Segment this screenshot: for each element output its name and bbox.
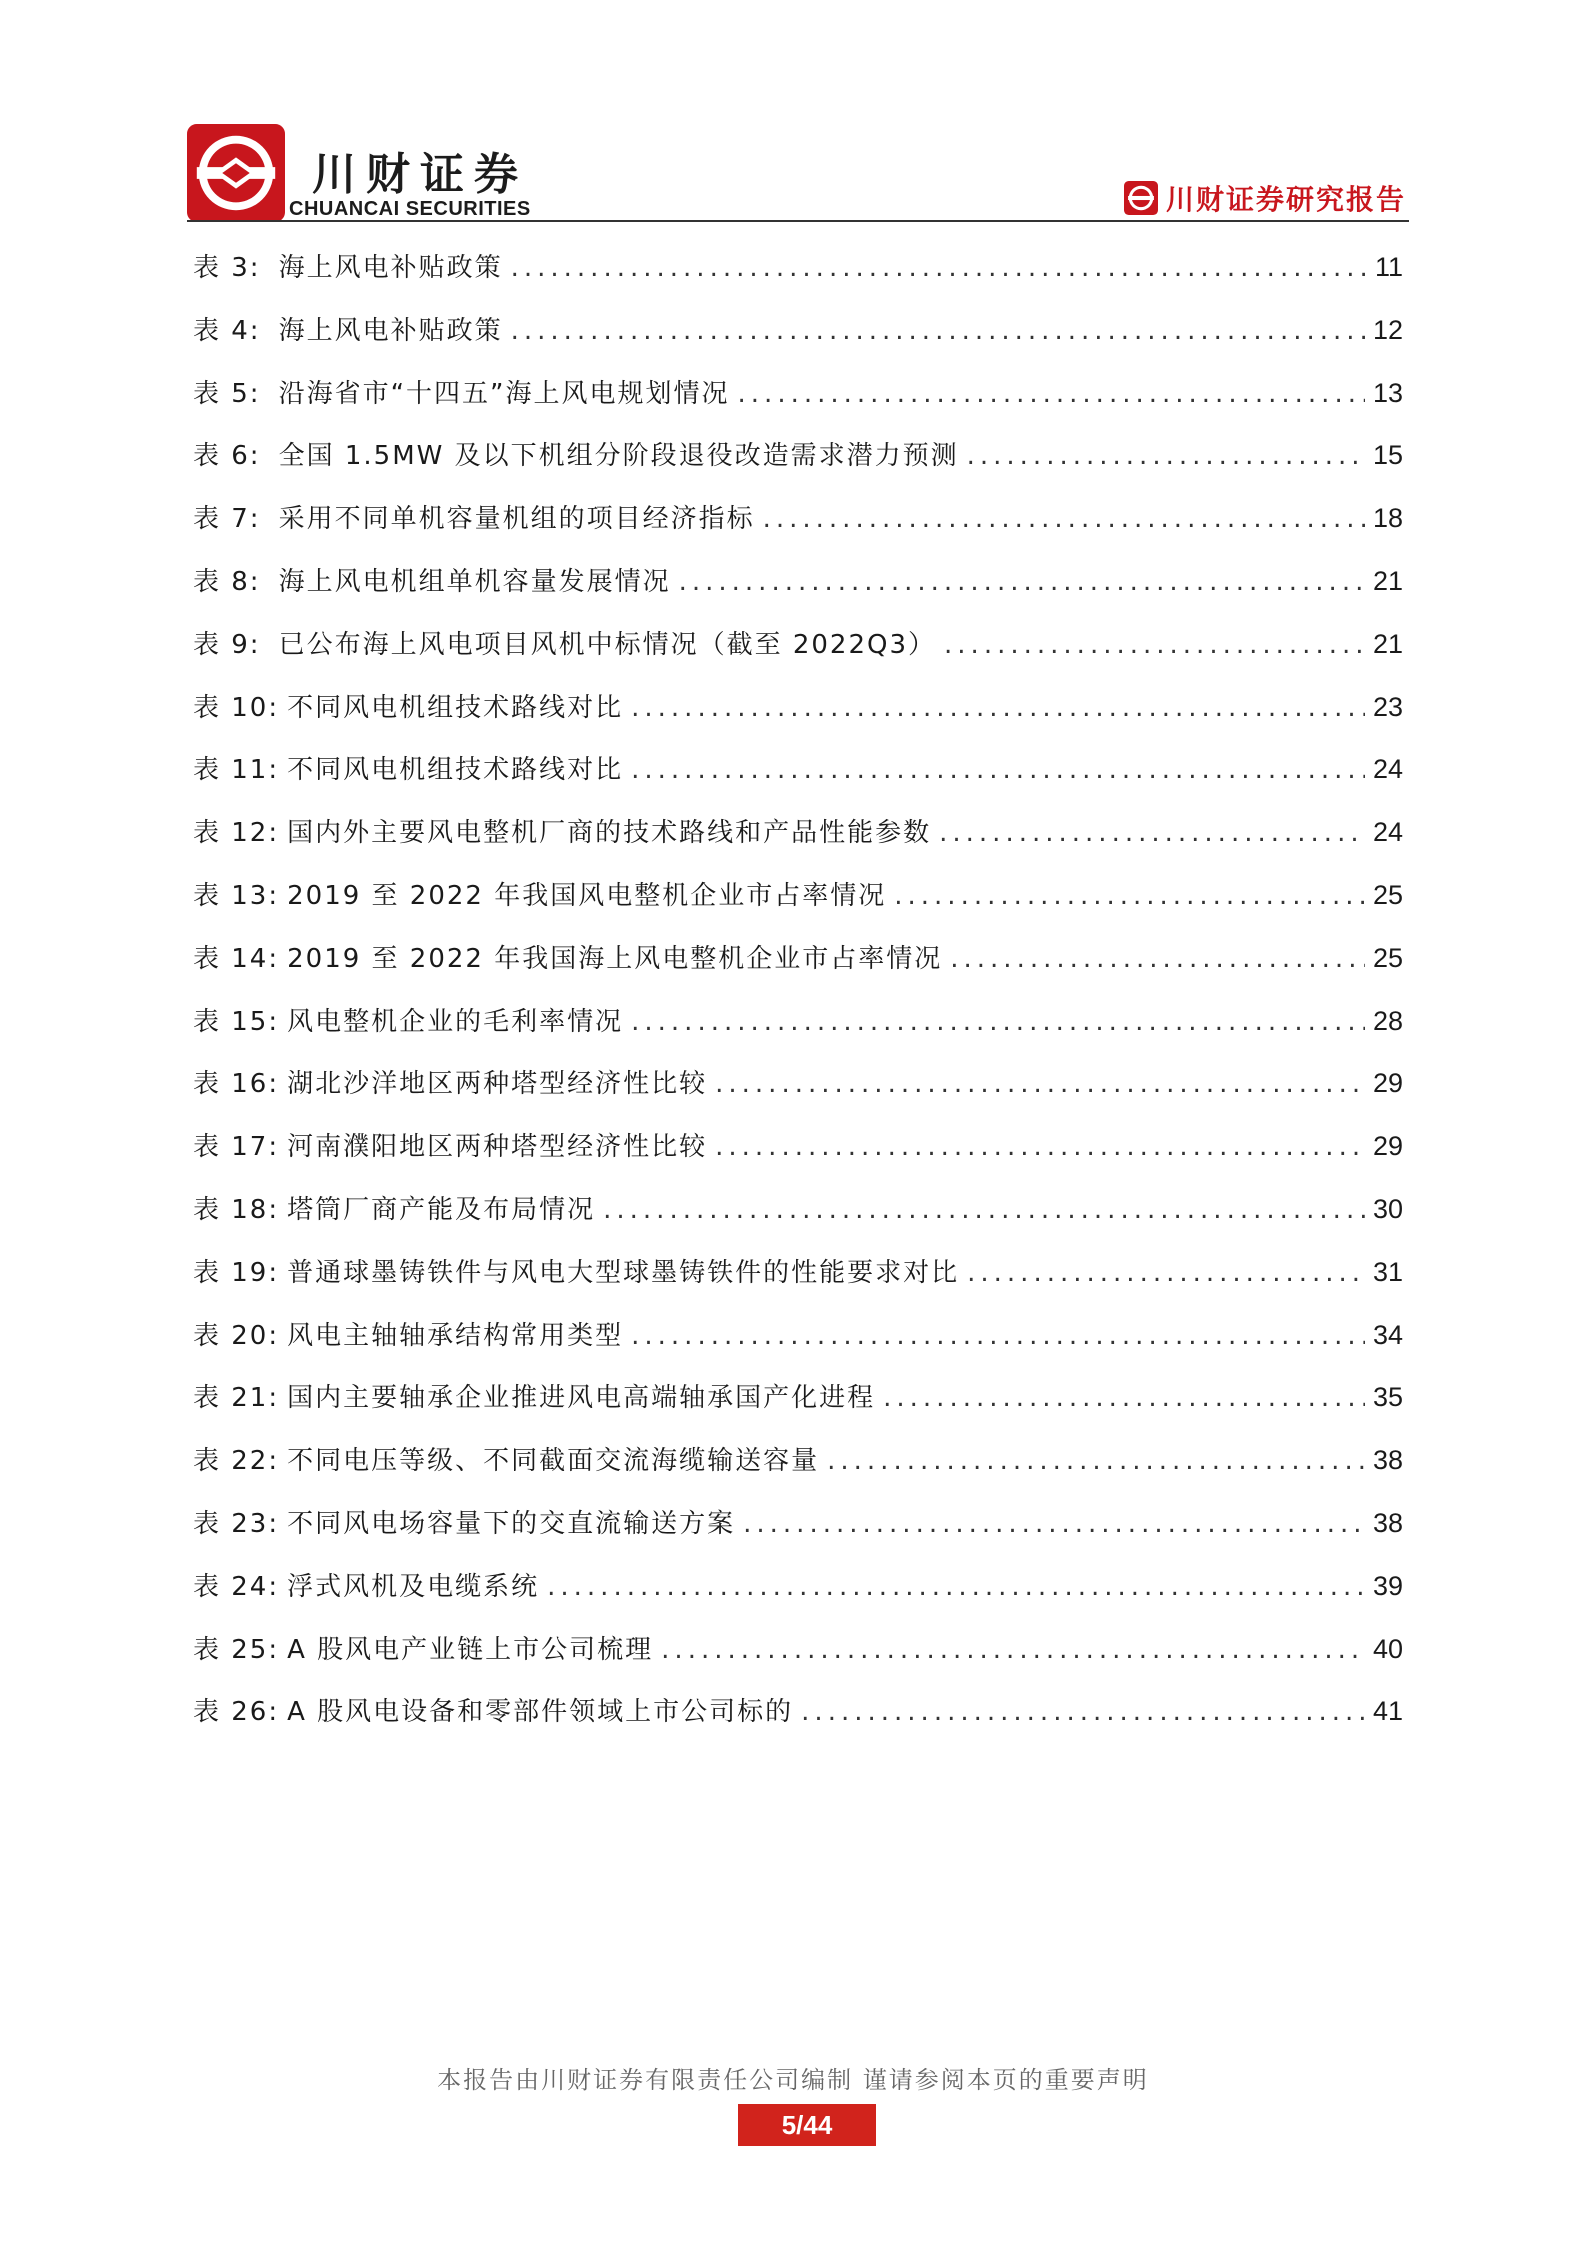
toc-entry-page: 31 bbox=[1372, 1256, 1403, 1287]
toc-entry-label: 表 6: bbox=[193, 441, 261, 472]
toc-entry[interactable] bbox=[193, 362, 1403, 425]
toc-leader-dots bbox=[763, 488, 1365, 551]
toc-entry[interactable] bbox=[193, 738, 1403, 801]
toc-leader-dots bbox=[944, 614, 1365, 677]
page-number-badge: 5/44 bbox=[738, 2104, 876, 2146]
toc-entry-page: 41 bbox=[1372, 1696, 1403, 1727]
table-list bbox=[193, 236, 1403, 1743]
toc-entry-title: 2019 至 2022 年我国风电整机企业市占率情况 bbox=[287, 880, 887, 911]
toc-entry-page: 13 bbox=[1372, 377, 1403, 408]
toc-entry-page: 21 bbox=[1372, 628, 1403, 659]
toc-entry-label: 表 21: bbox=[193, 1383, 280, 1414]
toc-entry-page: 40 bbox=[1372, 1633, 1403, 1664]
toc-entry-title: 不同电压等级、不同截面交流海缆输送容量 bbox=[287, 1446, 820, 1477]
chuancai-small-logo-icon bbox=[1124, 181, 1158, 215]
toc-entry-label: 表 22: bbox=[193, 1446, 280, 1477]
toc-entry[interactable] bbox=[193, 676, 1403, 739]
toc-entry-title: 河南濮阳地区两种塔型经济性比较 bbox=[287, 1132, 708, 1163]
toc-entry-title: 风电主轴轴承结构常用类型 bbox=[287, 1320, 624, 1351]
toc-entry[interactable] bbox=[193, 990, 1403, 1053]
toc-entry-page: 39 bbox=[1372, 1570, 1403, 1601]
toc-entry-page: 12 bbox=[1372, 314, 1403, 345]
toc-entry-label: 表 23: bbox=[193, 1508, 280, 1539]
toc-leader-dots bbox=[715, 1053, 1365, 1116]
toc-leader-dots bbox=[801, 1681, 1365, 1744]
toc-entry-page: 24 bbox=[1372, 754, 1403, 785]
toc-entry[interactable] bbox=[193, 236, 1403, 299]
toc-entry-title: 沿海省市“十四五”海上风电规划情况 bbox=[278, 378, 730, 409]
toc-entry-page: 15 bbox=[1372, 440, 1403, 471]
toc-entry-title: 湖北沙洋地区两种塔型经济性比较 bbox=[287, 1069, 708, 1100]
toc-leader-dots bbox=[738, 363, 1365, 426]
toc-entry-page: 18 bbox=[1372, 503, 1403, 534]
toc-entry[interactable] bbox=[193, 487, 1403, 550]
toc-entry-title: 塔筒厂商产能及布局情况 bbox=[287, 1194, 596, 1225]
toc-entry-page: 24 bbox=[1372, 817, 1403, 848]
toc-entry[interactable] bbox=[193, 1555, 1403, 1618]
toc-entry-title: 海上风电补贴政策 bbox=[278, 253, 503, 283]
toc-leader-dots bbox=[603, 1179, 1365, 1242]
toc-leader-dots bbox=[883, 1367, 1365, 1430]
toc-entry-label: 表 18: bbox=[193, 1194, 280, 1225]
toc-entry-title: 不同风电场容量下的交直流输送方案 bbox=[287, 1508, 736, 1539]
toc-leader-dots bbox=[715, 1116, 1365, 1179]
toc-entry-label: 表 14: bbox=[193, 943, 280, 974]
toc-entry[interactable] bbox=[193, 927, 1403, 990]
toc-entry-label: 表 8: bbox=[193, 566, 261, 597]
toc-leader-dots bbox=[631, 677, 1365, 740]
toc-entry-label: 表 26: bbox=[193, 1697, 280, 1728]
toc-entry-title: 浮式风机及电缆系统 bbox=[287, 1571, 540, 1602]
toc-entry-page: 25 bbox=[1372, 879, 1403, 910]
toc-leader-dots bbox=[547, 1556, 1365, 1619]
toc-entry-page: 38 bbox=[1372, 1445, 1403, 1476]
toc-entry-page: 23 bbox=[1372, 691, 1403, 722]
toc-entry-label: 表 9: bbox=[193, 629, 261, 660]
toc-leader-dots bbox=[743, 1493, 1365, 1556]
toc-entry-label: 表 15: bbox=[193, 1006, 280, 1037]
toc-leader-dots bbox=[511, 237, 1367, 300]
toc-entry[interactable] bbox=[193, 1178, 1403, 1241]
toc-entry-page: 29 bbox=[1372, 1068, 1403, 1099]
toc-entry-page: 28 bbox=[1372, 1005, 1403, 1036]
toc-entry-page: 11 bbox=[1374, 252, 1403, 282]
toc-entry-page: 35 bbox=[1372, 1382, 1403, 1413]
report-header-label bbox=[1124, 178, 1406, 218]
toc-entry[interactable] bbox=[193, 1304, 1403, 1367]
toc-entry-page: 29 bbox=[1372, 1131, 1403, 1162]
report-title: 川财证券研究报告 bbox=[1165, 183, 1406, 216]
toc-leader-dots bbox=[939, 802, 1365, 865]
toc-entry-title: 采用不同单机容量机组的项目经济指标 bbox=[278, 504, 755, 535]
toc-entry-page: 38 bbox=[1372, 1507, 1403, 1538]
toc-entry-title: 不同风电机组技术路线对比 bbox=[287, 755, 624, 786]
toc-leader-dots bbox=[679, 551, 1365, 614]
toc-entry-title: 2019 至 2022 年我国海上风电整机企业市占率情况 bbox=[287, 943, 943, 974]
toc-leader-dots bbox=[661, 1619, 1365, 1682]
toc-entry-label: 表 7: bbox=[193, 504, 261, 535]
toc-entry-title: 海上风电机组单机容量发展情况 bbox=[278, 566, 671, 597]
toc-leader-dots bbox=[894, 865, 1365, 928]
toc-entry-label: 表 4: bbox=[193, 315, 261, 346]
toc-entry-label: 表 10: bbox=[193, 692, 280, 723]
toc-entry-label: 表 20: bbox=[193, 1320, 280, 1351]
toc-entry-page: 21 bbox=[1372, 565, 1403, 596]
toc-entry-label: 表 25: bbox=[193, 1634, 280, 1665]
toc-entry-label: 表 5: bbox=[193, 378, 261, 409]
toc-entry-page: 34 bbox=[1372, 1319, 1403, 1350]
toc-entry-label: 表 19: bbox=[193, 1257, 280, 1288]
toc-entry[interactable] bbox=[193, 1366, 1403, 1429]
toc-entry-page: 30 bbox=[1372, 1193, 1403, 1224]
chuancai-logo-icon bbox=[187, 124, 285, 222]
toc-entry-title: 国内外主要风电整机厂商的技术路线和产品性能参数 bbox=[287, 818, 932, 849]
toc-entry-label: 表 16: bbox=[193, 1069, 280, 1100]
toc-leader-dots bbox=[950, 928, 1365, 991]
toc-leader-dots bbox=[631, 991, 1365, 1054]
toc-entry[interactable] bbox=[193, 299, 1403, 362]
toc-leader-dots bbox=[631, 1305, 1365, 1368]
toc-entry-title: A 股风电设备和零部件领域上市公司标的 bbox=[287, 1697, 794, 1728]
toc-entry-label: 表 3: bbox=[193, 253, 261, 283]
toc-entry[interactable] bbox=[193, 1492, 1403, 1555]
footer-disclaimer: 本报告由川财证券有限责任公司编制 谨请参阅本页的重要声明 bbox=[437, 2066, 1149, 2094]
toc-entry-title: 全国 1.5MW 及以下机组分阶段退役改造需求潜力预测 bbox=[278, 441, 959, 472]
toc-entry-title: 风电整机企业的毛利率情况 bbox=[287, 1006, 624, 1037]
toc-entry[interactable] bbox=[193, 1052, 1403, 1115]
toc-entry-label: 表 17: bbox=[193, 1132, 280, 1163]
toc-entry[interactable] bbox=[193, 864, 1403, 927]
toc-leader-dots bbox=[967, 1242, 1365, 1305]
toc-entry-label: 表 24: bbox=[193, 1571, 280, 1602]
toc-entry[interactable] bbox=[193, 424, 1403, 487]
toc-entry-title: 普通球墨铸铁件与风电大型球墨铸铁件的性能要求对比 bbox=[287, 1257, 960, 1288]
brand-name-en: CHUANCAI SECURITIES bbox=[289, 198, 531, 220]
toc-entry-title: 海上风电补贴政策 bbox=[278, 315, 503, 346]
toc-leader-dots bbox=[967, 425, 1365, 488]
toc-entry[interactable] bbox=[193, 1618, 1403, 1681]
toc-entry-title: 不同风电机组技术路线对比 bbox=[287, 692, 624, 723]
toc-entry[interactable] bbox=[193, 550, 1403, 613]
header-divider bbox=[187, 220, 1409, 222]
toc-leader-dots bbox=[827, 1430, 1365, 1493]
toc-entry[interactable] bbox=[193, 1115, 1403, 1178]
toc-entry[interactable] bbox=[193, 613, 1403, 676]
toc-entry-title: A 股风电产业链上市公司梳理 bbox=[287, 1634, 654, 1665]
toc-entry-page: 25 bbox=[1372, 942, 1403, 973]
toc-leader-dots bbox=[511, 300, 1365, 363]
brand-name-cn: 川财证券 bbox=[312, 149, 528, 200]
toc-entry-title: 已公布海上风电项目风机中标情况（截至 2022Q3） bbox=[278, 629, 937, 660]
toc-entry[interactable] bbox=[193, 1241, 1403, 1304]
toc-entry[interactable] bbox=[193, 801, 1403, 864]
toc-entry-label: 表 12: bbox=[193, 818, 280, 849]
toc-entry-title: 国内主要轴承企业推进风电高端轴承国产化进程 bbox=[287, 1383, 876, 1414]
toc-entry-label: 表 13: bbox=[193, 880, 280, 911]
toc-entry-label: 表 11: bbox=[193, 755, 280, 786]
toc-leader-dots bbox=[631, 739, 1365, 802]
toc-entry[interactable] bbox=[193, 1680, 1403, 1743]
toc-entry[interactable] bbox=[193, 1429, 1403, 1492]
